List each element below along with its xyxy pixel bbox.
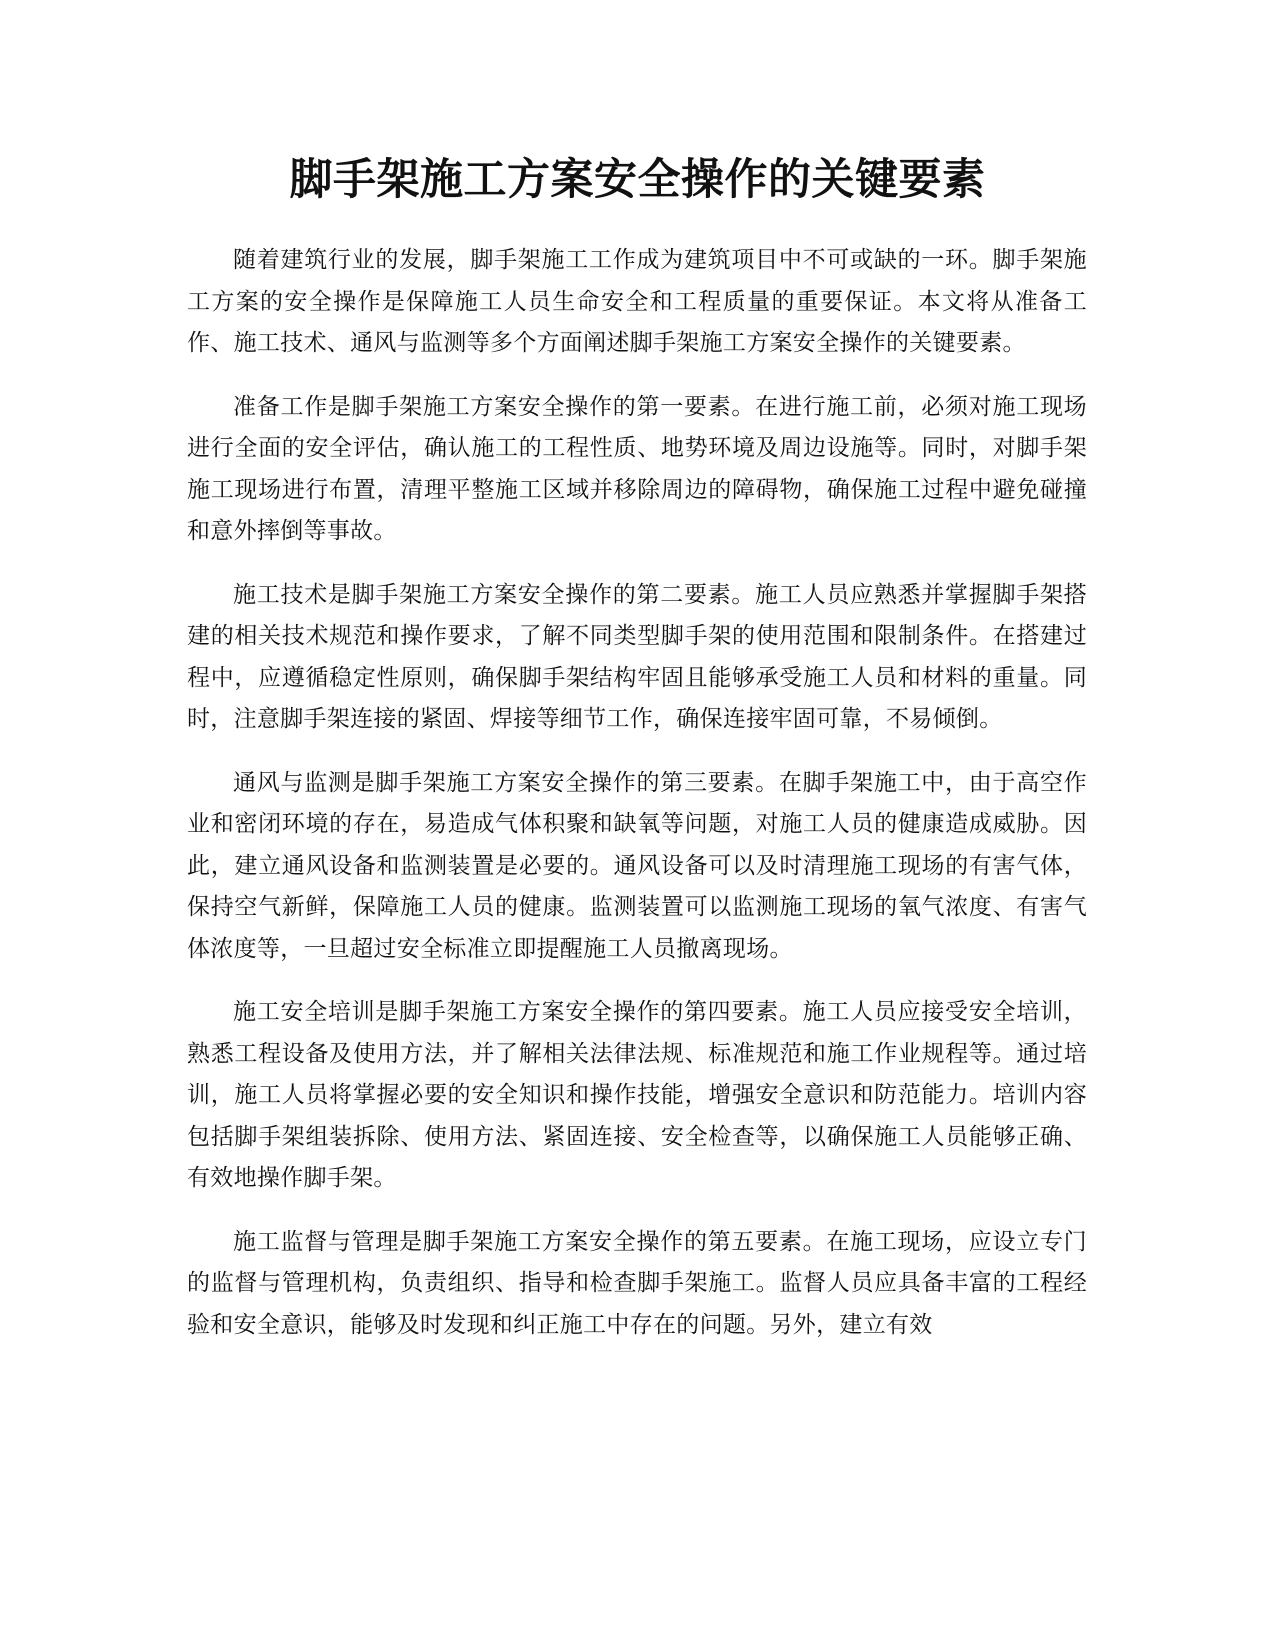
document-body	[187, 240, 1087, 1368]
paragraph-construction-technique: 施工技术是脚手架施工方案安全操作的第二要素。施工人员应熟悉并掌握脚手架搭建的相关技术规范和操作要求，了解不同类型脚手架的使用范围和限制条件。在搭建过程中，应遵循稳定性原则，确保脚手架结构牢固且能够承受施工人员和材料的重量。同时，注意脚手架连接的紧固、焊接等细节工作，确保连接牢固可靠，不易倾倒。	[187, 581, 1087, 732]
paragraph-safety-training: 施工安全培训是脚手架施工方案安全操作的第四要素。施工人员应接受安全培训，熟悉工程设备及使用方法，并了解相关法律法规、标准规范和施工作业规程等。通过培训，施工人员将掌握必要的安全知识和操作技能，增强安全意识和防范能力。培训内容包括脚手架组装拆除、使用方法、紧固连接、安全检查等，以确保施工人员能够正确、有效地操作脚手架。	[187, 999, 1087, 1191]
paragraph-intro: 随着建筑行业的发展，脚手架施工工作成为建筑项目中不可或缺的一环。脚手架施工方案的安全操作是保障施工人员生命安全和工程质量的重要保证。本文将从准备工作、施工技术、通风与监测等多个方面阐述脚手架施工方案安全操作的关键要素。	[187, 247, 1087, 356]
paragraph-supervision-management: 施工监督与管理是脚手架施工方案安全操作的第五要素。在施工现场，应设立专门的监督与管理机构，负责组织、指导和检查脚手架施工。监督人员应具备丰富的工程经验和安全意识，能够及时发现和纠正施工中存在的问题。另外，建立有效	[187, 1228, 1087, 1338]
paragraph-ventilation-monitoring: 通风与监测是脚手架施工方案安全操作的第三要素。在脚手架施工中，由于高空作业和密闭环境的存在，易造成气体积聚和缺氧等问题，对施工人员的健康造成威胁。因此，建立通风设备和监测装置是必要的。通风设备可以及时清理施工现场的有害气体，保持空气新鲜，保障施工人员的健康。监测装置可以监测施工现场的氧气浓度、有害气体浓度等，一旦超过安全标准立即提醒施工人员撤离现场。	[187, 769, 1087, 962]
document-title: 脚手架施工方案安全操作的关键要素	[289, 155, 986, 205]
paragraph-preparation: 准备工作是脚手架施工方案安全操作的第一要素。在进行施工前，必须对施工现场进行全面的安全评估，确认施工的工程性质、地势环境及周边设施等。同时，对脚手架施工现场进行布置，清理平整施工区域并移除周边的障碍物，确保施工过程中避免碰撞和意外摔倒等事故。	[187, 393, 1087, 544]
